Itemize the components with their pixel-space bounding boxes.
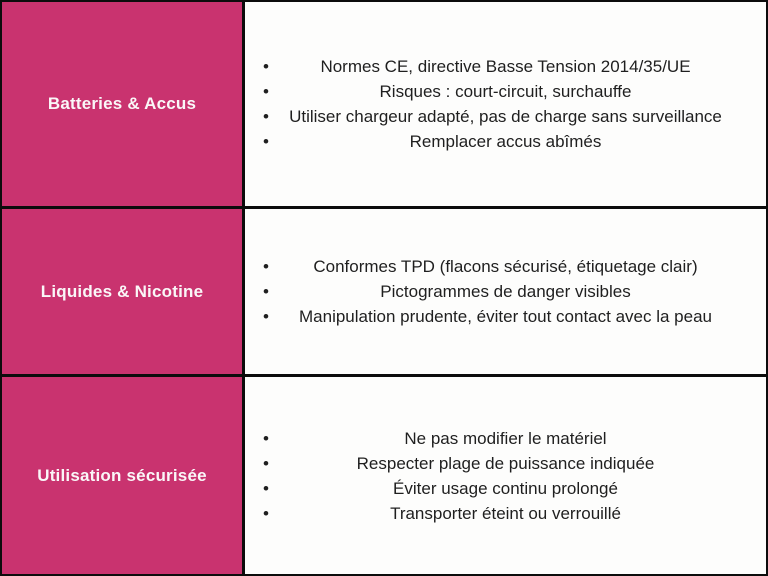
category-cell-batteries bbox=[2, 2, 245, 206]
bullet-item: • Normes CE, directive Basse Tension 2014/35/UE bbox=[283, 54, 728, 79]
table-row bbox=[2, 209, 766, 377]
bullet-item: • Risques : court-circuit, surchauffe bbox=[283, 79, 728, 104]
content-cell-batteries bbox=[245, 2, 766, 206]
table-row bbox=[2, 377, 766, 574]
category-label: Liquides & Nicotine bbox=[40, 281, 204, 301]
bullet-item: • Manipulation prudente, éviter tout contact avec la peau bbox=[283, 304, 728, 329]
bullet-item: • Pictogrammes de danger visibles bbox=[283, 279, 728, 304]
bullet-list bbox=[245, 426, 766, 526]
bullet-list bbox=[245, 254, 766, 329]
bullet-item: • Transporter éteint ou verrouillé bbox=[283, 501, 728, 526]
bullet-item: • Utiliser chargeur adapté, pas de charge sans surveillance bbox=[283, 104, 728, 129]
bullet-list bbox=[245, 54, 766, 154]
bullet-item: • Éviter usage continu prolongé bbox=[283, 476, 728, 501]
table-row bbox=[2, 2, 766, 209]
category-label: Utilisation sécurisée bbox=[37, 465, 207, 485]
bullet-item: • Conformes TPD (flacons sécurisé, étiquetage clair) bbox=[283, 254, 728, 279]
bullet-item: • Ne pas modifier le matériel bbox=[283, 426, 728, 451]
content-cell-utilisation bbox=[245, 377, 766, 574]
bullet-item: • Remplacer accus abîmés bbox=[283, 129, 728, 154]
category-cell-utilisation bbox=[2, 377, 245, 574]
category-label: Batteries & Accus bbox=[47, 94, 197, 113]
content-cell-liquides bbox=[245, 209, 766, 374]
bullet-item: • Respecter plage de puissance indiquée bbox=[283, 451, 728, 476]
category-cell-liquides bbox=[2, 209, 245, 374]
